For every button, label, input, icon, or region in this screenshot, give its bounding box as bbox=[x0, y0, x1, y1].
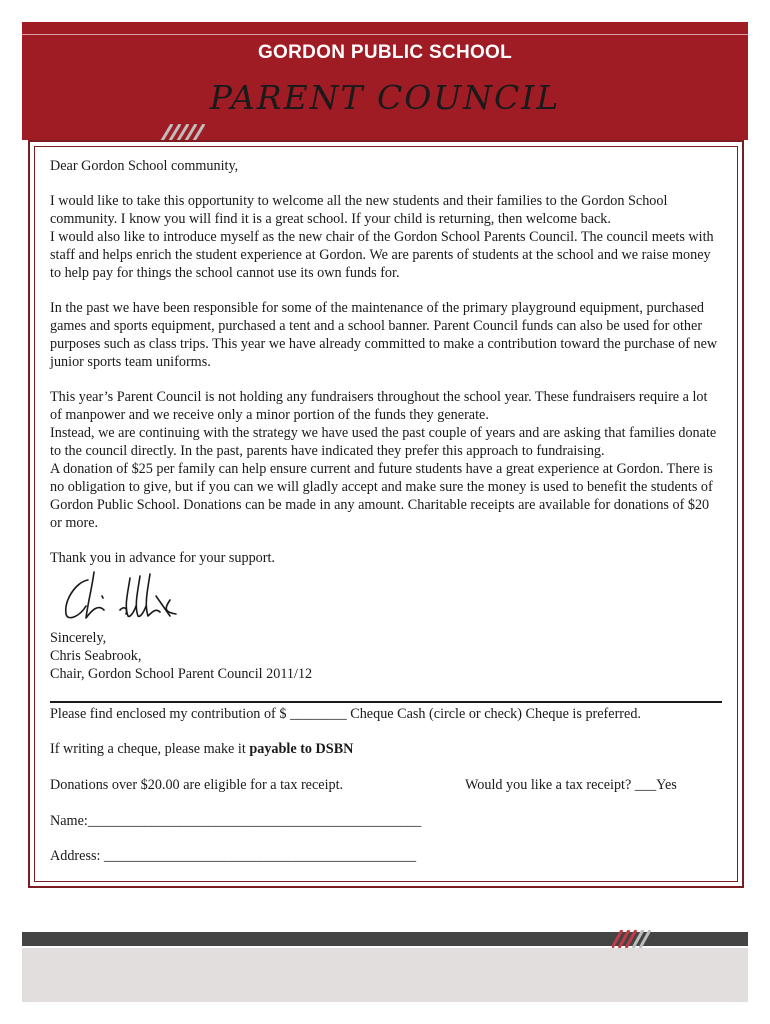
page-title: PARENT COUNCIL bbox=[209, 78, 561, 117]
sign-off: Sincerely, bbox=[50, 630, 107, 646]
cheque-prefix: If writing a cheque, please make it bbox=[50, 741, 250, 757]
welcome-text: I would like to take this opportunity to welcome all the new students and their families to the Gordon School community. I know you will find it is a great school. If your child is returning, then welcome back. bbox=[50, 193, 668, 227]
letter-body bbox=[50, 157, 722, 567]
fundraising-text-3: A donation of $25 per family can help ensure current and future students have a great experience at Gordon. There is no obligation to give, but if you can we will gladly accept and make sure the money is used to benefit the students of Gordon Public School. Donations can be made in any amount. Charitable receipts are available for donations of $20 or more. bbox=[50, 461, 713, 531]
fundraising-text-1: This year’s Parent Council is not holding any fundraisers throughout the school year. These fundraisers require a lot of manpower and we receive only a minor portion of the funds they generate. bbox=[50, 389, 708, 423]
introduction-text: I would also like to introduce myself as the new chair of the Gordon School Parents Council. The council meets with staff and helps enrich the student experience at Gordon. We are parents of students at the school and we raise money to help pay for things the school cannot use its own funds for. bbox=[50, 229, 714, 281]
thanks-line: Thank you in advance for your support. bbox=[50, 550, 275, 566]
fundraising-text-2: Instead, we are continuing with the strategy we have used the past couple of years and are asking that families donate to the council directly. In the past, parents have indicated they prefer this approach to fundraising. bbox=[50, 425, 717, 459]
receipt-eligibility: Donations over $20.00 are eligible for a tax receipt. bbox=[50, 777, 344, 793]
footer-stripes-decoration bbox=[612, 930, 662, 948]
tax-receipt-field[interactable]: Would you like a tax receipt? ___Yes bbox=[465, 777, 677, 793]
header-banner bbox=[22, 22, 748, 140]
cheque-instructions bbox=[50, 740, 353, 758]
signer-role: Chair, Gordon School Parent Council 2011/12 bbox=[50, 666, 313, 682]
name-field[interactable]: Name:_______________________________________________ bbox=[50, 813, 422, 829]
header-divider bbox=[22, 34, 748, 35]
footer-panel bbox=[22, 948, 748, 1002]
address-field[interactable]: Address: ____________________________________________ bbox=[50, 848, 417, 864]
fundraising-paragraph bbox=[50, 388, 722, 532]
form-divider bbox=[50, 701, 722, 703]
history-paragraph: In the past we have been responsible for some of the maintenance of the primary playground equipment, purchased games and sports equipment, purchased a tent and a school banner. Parent Council funds can also be used for other purposes such as class trips. This year we have already committed to make a contribution toward the purchase of new junior sports team uniforms. bbox=[50, 300, 718, 370]
salutation: Dear Gordon School community, bbox=[50, 158, 239, 174]
handwritten-signature bbox=[58, 566, 188, 628]
contribution-line[interactable]: Please find enclosed my contribution of $ ________ Cheque Cash (circle or check) Cheque is preferred. bbox=[50, 706, 641, 722]
closing-block bbox=[50, 629, 450, 683]
welcome-paragraph bbox=[50, 192, 722, 282]
signer-name: Chris Seabrook, bbox=[50, 648, 142, 664]
cheque-payee: payable to DSBN bbox=[249, 741, 354, 757]
school-name: GORDON PUBLIC SCHOOL bbox=[257, 42, 513, 63]
